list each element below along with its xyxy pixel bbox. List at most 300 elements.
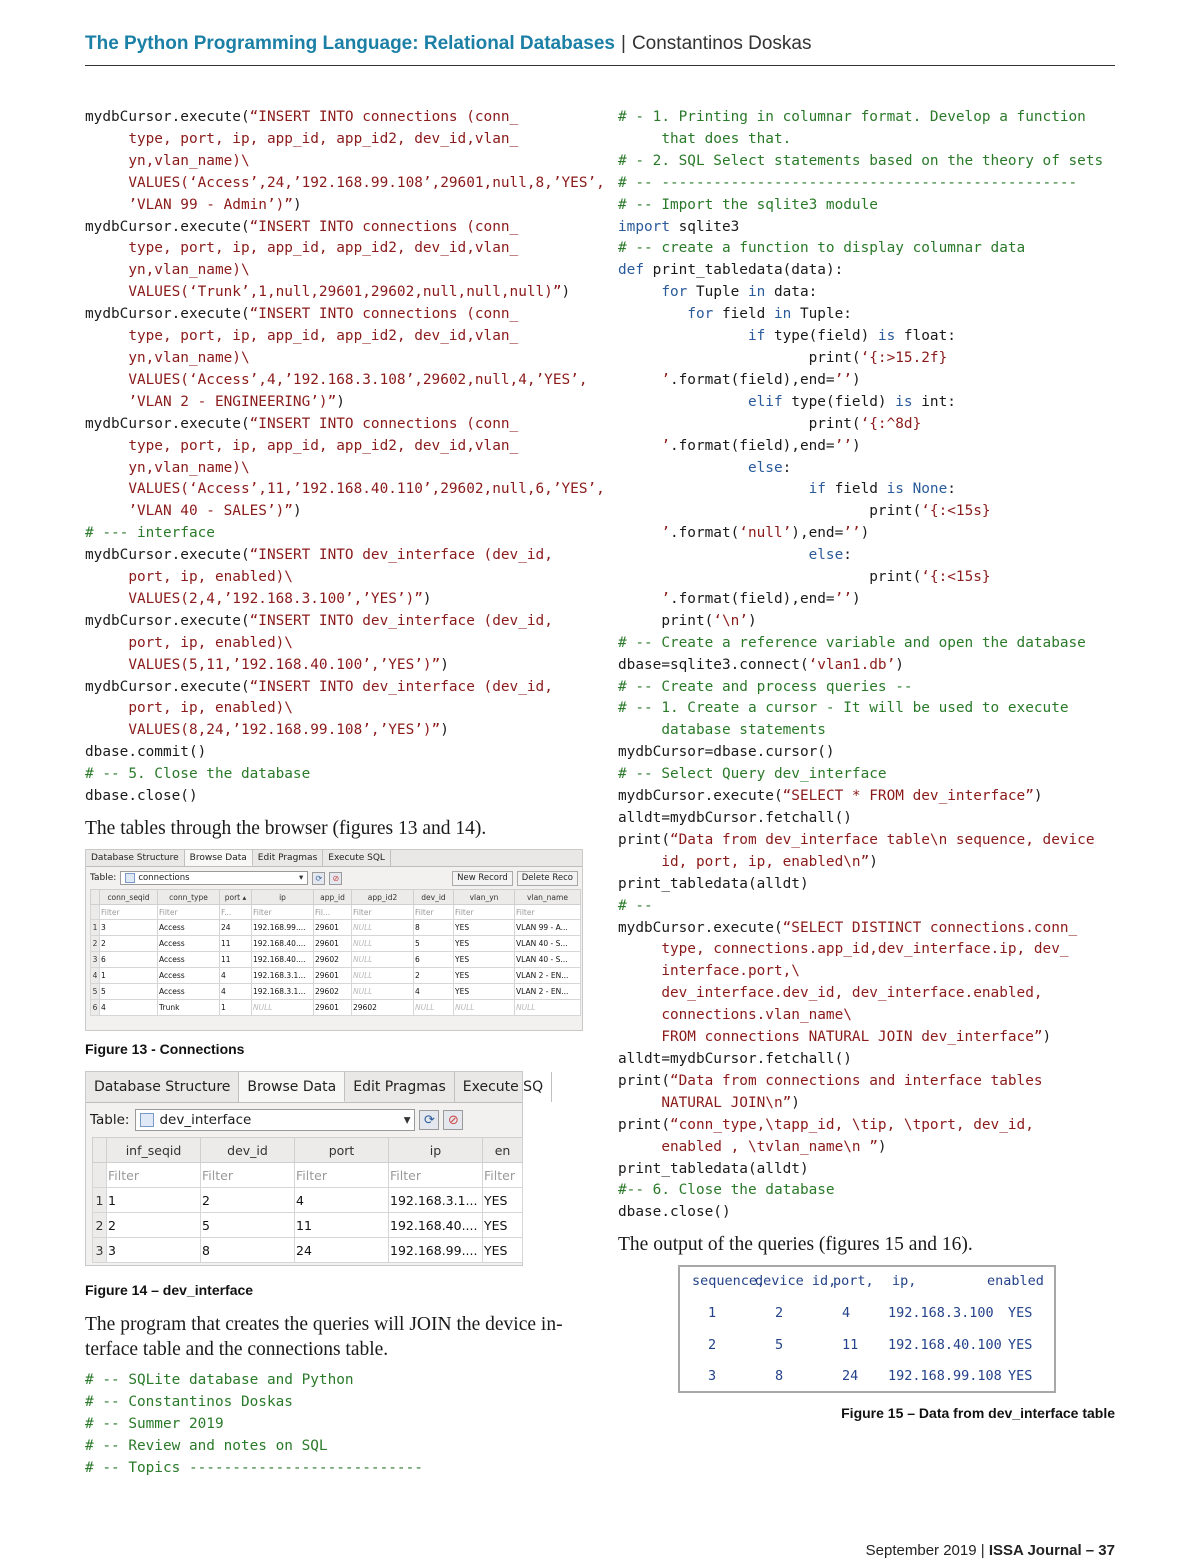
code-token: : xyxy=(843,547,852,564)
code-token: type, port, ip, app_id, app_id2, dev_id,vlan_ xyxy=(85,240,519,257)
output-header-cell: device id, xyxy=(755,1273,837,1290)
row-number: 1 xyxy=(91,920,100,936)
clear-filter-icon[interactable]: ⊘ xyxy=(443,1110,463,1130)
table-cell: YES xyxy=(454,952,515,968)
table-cell: NULL xyxy=(252,1000,314,1016)
column-header[interactable]: port xyxy=(295,1138,389,1163)
table-cell: 29601 xyxy=(314,968,352,984)
code-token: mydbCursor.execute( xyxy=(618,919,783,936)
code-token xyxy=(904,481,913,497)
row-number: 1 xyxy=(93,1188,107,1213)
code-token: # -- Review and notes on SQL xyxy=(85,1437,328,1454)
delete-record-button[interactable]: Delete Reco xyxy=(517,871,578,886)
figure-13-caption: Figure 13 - Connections xyxy=(85,1041,245,1057)
code-token: ’VLAN 2 - ENGINEERING’)” xyxy=(85,393,337,410)
code-token: if xyxy=(747,328,766,345)
table-cell: YES xyxy=(454,936,515,952)
table-cell: 2 xyxy=(201,1188,295,1213)
code-token: port, ip, enabled)\ xyxy=(85,569,293,586)
code-token: alldt=mydbCursor.fetchall() xyxy=(618,1050,852,1067)
code-token: print( xyxy=(618,503,922,520)
code-token: is xyxy=(877,328,896,345)
table-cell: NULL xyxy=(414,1000,454,1016)
footer-date: September 2019 xyxy=(865,1542,977,1559)
table-cell: Access xyxy=(158,984,220,1000)
code-token: type, connections.app_id,dev_interface.ip, dev_ xyxy=(618,941,1069,958)
code-token: ) xyxy=(869,853,878,870)
column-header[interactable] xyxy=(91,890,100,905)
code-token: ) xyxy=(877,1138,887,1155)
header-row xyxy=(93,1138,523,1163)
footer-separator: | xyxy=(980,1542,985,1559)
code-token: print( xyxy=(618,569,922,586)
code-token: mydbCursor.execute( xyxy=(85,612,250,629)
table-cell: 2 xyxy=(107,1213,201,1238)
code-token: yn,vlan_name)\ xyxy=(85,459,250,476)
figure-14-grid xyxy=(92,1137,523,1263)
code-token: print_tabledata(alldt) xyxy=(618,875,809,892)
code-token: “INSERT INTO dev_interface (dev_id, xyxy=(249,612,553,629)
table-cell: 4 xyxy=(220,984,252,1000)
table-cell: NULL xyxy=(352,984,414,1000)
column-header[interactable]: ip xyxy=(252,890,314,905)
table-cell: YES xyxy=(483,1188,523,1213)
output-cell: 2 xyxy=(708,1336,717,1353)
code-token: id, port, ip, enabled\n” xyxy=(618,853,870,870)
table-cell: NULL xyxy=(352,936,414,952)
code-token: “SELECT * FROM dev_interface” xyxy=(782,788,1034,805)
output-cell: YES xyxy=(1008,1305,1033,1322)
filter-input[interactable]: Filter xyxy=(107,1163,201,1188)
table-cell: VLAN 99 - A... xyxy=(515,920,581,936)
row-number xyxy=(91,905,100,920)
table-cell: 1 xyxy=(107,1188,201,1213)
code-token: .format( xyxy=(669,525,740,542)
code-token: ‘{:<15s} xyxy=(921,503,991,520)
table-cell: NULL xyxy=(515,1000,581,1016)
figure-13-table-name: connections xyxy=(138,873,190,883)
code-token: “INSERT INTO connections (conn_ xyxy=(249,415,519,432)
table-cell: 192.168.40.... xyxy=(252,936,314,952)
table-cell: 8 xyxy=(201,1238,295,1263)
column-header[interactable]: app_id2 xyxy=(352,890,414,905)
filter-input[interactable]: Filter xyxy=(515,905,581,920)
paragraph-tables-browser: The tables through the browser (figures 13 and 14). xyxy=(85,818,487,839)
code-token: # -- 1. Create a cursor - It will be used to execute xyxy=(618,700,1069,717)
code-token: .format(field),end= xyxy=(669,437,835,454)
refresh-icon[interactable]: ⟳ xyxy=(419,1110,439,1130)
figure-13-grid xyxy=(90,889,581,1016)
code-token: yn,vlan_name)\ xyxy=(85,349,250,366)
code-token: VALUES(8,24,’192.168.99.108’,’YES’)” xyxy=(85,722,441,739)
figure-15-output xyxy=(678,1265,1056,1393)
tab-execute-sql[interactable]: Execute SQL xyxy=(323,850,391,866)
table-icon xyxy=(125,873,135,883)
code-token: ’’ xyxy=(834,371,852,388)
code-token: print( xyxy=(618,612,714,629)
page-footer xyxy=(866,1542,1115,1559)
code-token: else xyxy=(747,459,783,476)
code-token: ) xyxy=(336,393,345,410)
table-cell: 2 xyxy=(100,936,158,952)
table-cell: 29601 xyxy=(314,1000,352,1016)
table-cell: VLAN 40 - S... xyxy=(515,952,581,968)
filter-input[interactable]: Filter xyxy=(100,905,158,920)
code-token: ’ xyxy=(618,437,670,454)
footer-journal: ISSA Journal – 37 xyxy=(988,1542,1115,1559)
filter-input[interactable]: F... xyxy=(220,905,252,920)
code-token: dbase.close() xyxy=(618,1204,731,1221)
figure-13-screenshot xyxy=(85,849,583,1031)
output-cell: 8 xyxy=(775,1368,784,1385)
code-token: “conn_type,\tapp_id, \tip, \tport, dev_id, xyxy=(669,1116,1034,1133)
code-token: # -- Topics --------------------------- xyxy=(85,1459,423,1476)
code-token: ’VLAN 40 - SALES’)” xyxy=(85,503,293,520)
code-token: ) xyxy=(747,612,757,629)
table-cell: YES xyxy=(483,1238,523,1263)
code-token: print( xyxy=(618,349,861,366)
code-token xyxy=(618,460,748,476)
column-header[interactable]: dev_id xyxy=(201,1138,295,1163)
filter-input[interactable]: Filter xyxy=(454,905,515,920)
code-token xyxy=(618,328,748,344)
table-cell: 1 xyxy=(220,1000,252,1016)
code-token: # --- interface xyxy=(85,525,215,542)
table-cell: NULL xyxy=(352,968,414,984)
code-token: mydbCursor.execute( xyxy=(85,109,250,125)
table-cell: 29602 xyxy=(352,1000,414,1016)
code-token: for xyxy=(661,284,688,301)
clear-filter-icon[interactable]: ⊘ xyxy=(329,872,342,885)
filter-input[interactable]: Filter xyxy=(483,1163,523,1188)
output-cell: 4 xyxy=(842,1305,851,1322)
output-header-cell: port, xyxy=(833,1273,874,1290)
table-cell: 192.168.3.1... xyxy=(252,968,314,984)
figure-14-screenshot xyxy=(85,1071,544,1266)
code-token: # -- Constantinos Doskas xyxy=(85,1393,293,1410)
table-row[interactable] xyxy=(91,984,581,1000)
table-cell: 29602 xyxy=(314,952,352,968)
code-token: int: xyxy=(912,393,956,410)
table-row[interactable] xyxy=(93,1188,523,1213)
code-token: dbase.commit() xyxy=(85,744,207,761)
code-token: field xyxy=(825,481,887,498)
code-token: “INSERT INTO connections (conn_ xyxy=(249,109,519,125)
table-cell: Access xyxy=(158,936,220,952)
code-token: ) xyxy=(791,1094,800,1111)
table-cell: 5 xyxy=(201,1213,295,1238)
table-cell: 29601 xyxy=(314,936,352,952)
filter-input[interactable]: Filter xyxy=(201,1163,295,1188)
new-record-button[interactable]: New Record xyxy=(452,871,513,886)
code-token: print( xyxy=(618,1116,670,1133)
code-block-insert-statements xyxy=(85,107,605,808)
code-token: ’’ xyxy=(843,525,861,542)
tab-database-structure[interactable]: Database Structure xyxy=(86,1072,239,1102)
output-cell: 192.168.99.108 xyxy=(888,1368,1002,1385)
header-author: Constantinos Doskas xyxy=(631,33,812,54)
code-token: mydbCursor.execute( xyxy=(85,218,250,235)
code-token: “SELECT DISTINCT connections.conn_ xyxy=(782,919,1078,936)
output-cell: 11 xyxy=(842,1336,859,1353)
code-token: ),end= xyxy=(791,525,844,542)
code-token: print_tabledata(alldt) xyxy=(618,1160,809,1177)
code-token: field xyxy=(713,306,774,323)
paragraph-join-description: The program that creates the queries will JOIN the device in-terface table and the connections table. xyxy=(85,1314,563,1360)
code-token: ‘vlan1.db’ xyxy=(808,656,896,673)
code-token: # -- ------------------------------------------------ xyxy=(618,174,1078,191)
code-token: FROM connections NATURAL JOIN dev_interface” xyxy=(618,1029,1043,1046)
code-token: # -- Import the sqlite3 module xyxy=(618,196,878,213)
output-header-cell: sequence, xyxy=(692,1273,766,1290)
table-cell: 11 xyxy=(220,936,252,952)
table-cell: Access xyxy=(158,952,220,968)
table-cell: 5 xyxy=(414,936,454,952)
filter-input[interactable]: Filter xyxy=(414,905,454,920)
code-token: # -- Create a reference variable and open the database xyxy=(618,634,1086,651)
filter-input[interactable]: Fil... xyxy=(314,905,352,920)
table-cell: NULL xyxy=(352,920,414,936)
output-cell: YES xyxy=(1008,1336,1033,1353)
table-cell: 24 xyxy=(220,920,252,936)
column-header[interactable]: vlan_name xyxy=(515,890,581,905)
table-cell: 24 xyxy=(295,1238,389,1263)
code-token: “INSERT INTO connections (conn_ xyxy=(249,218,519,235)
row-number: 2 xyxy=(93,1213,107,1238)
code-token: def xyxy=(618,262,644,279)
code-token: type, port, ip, app_id, app_id2, dev_id,vlan_ xyxy=(85,437,519,454)
column-header[interactable]: inf_seqid xyxy=(107,1138,201,1163)
column-header[interactable]: conn_seqid xyxy=(100,890,158,905)
code-token: mydbCursor.execute( xyxy=(618,788,783,805)
row-number: 4 xyxy=(91,968,100,984)
table-cell: 192.168.40.... xyxy=(252,952,314,968)
figure-14-table-select[interactable] xyxy=(135,1109,415,1131)
code-token: ) xyxy=(292,196,302,213)
code-token: ) xyxy=(860,525,870,542)
tab-database-structure[interactable]: Database Structure xyxy=(86,850,185,866)
code-token: yn,vlan_name)\ xyxy=(85,262,250,279)
figure-13-table-select[interactable] xyxy=(120,871,308,885)
code-token: mydbCursor.execute( xyxy=(85,306,250,323)
table-cell: 4 xyxy=(100,1000,158,1016)
tab-browse-data[interactable]: Browse Data xyxy=(239,1072,345,1102)
row-number: 3 xyxy=(93,1238,107,1263)
right-column xyxy=(618,107,1118,1427)
row-number: 2 xyxy=(91,936,100,952)
table-cell: 2 xyxy=(414,968,454,984)
code-token: VALUES(‘Access’,11,’192.168.40.110’,29602,null,6,’YES’, xyxy=(85,481,605,498)
table-cell: 6 xyxy=(414,952,454,968)
code-token: ‘{:>15.2f} xyxy=(860,349,948,366)
column-header[interactable]: conn_type xyxy=(158,890,220,905)
refresh-icon[interactable]: ⟳ xyxy=(312,872,325,885)
code-token: # -- Summer 2019 xyxy=(85,1415,224,1432)
code-token: “Data from dev_interface table\n sequence, device xyxy=(669,831,1095,848)
code-token: that does that. xyxy=(618,130,792,147)
code-token: database statements xyxy=(618,722,826,739)
code-token: port, ip, enabled)\ xyxy=(85,634,293,651)
figure-15-caption: Figure 15 – Data from dev_interface table xyxy=(841,1405,1115,1422)
output-cell: 192.168.3.100 xyxy=(888,1305,994,1322)
table-cell: 8 xyxy=(414,920,454,936)
table-icon xyxy=(140,1113,154,1127)
code-token: float: xyxy=(895,328,956,345)
column-header[interactable]: en xyxy=(483,1138,523,1163)
code-token: in xyxy=(773,306,792,323)
table-row[interactable] xyxy=(93,1213,523,1238)
header-title: The Python Programming Language: Relational Databases xyxy=(85,33,615,54)
table-cell: VLAN 2 - EN... xyxy=(515,984,581,1000)
table-row[interactable] xyxy=(91,1000,581,1016)
code-token: connections.vlan_name\ xyxy=(618,1007,852,1024)
filter-row xyxy=(93,1163,523,1188)
code-token xyxy=(618,394,748,410)
table-cell: 192.168.3.1... xyxy=(252,984,314,1000)
table-cell: NULL xyxy=(352,952,414,968)
table-row[interactable] xyxy=(91,952,581,968)
code-token: # - 1. Printing in columnar format. Develop a function xyxy=(618,109,1086,125)
code-token: Tuple: xyxy=(791,306,852,323)
figure-13-tabs xyxy=(86,850,582,867)
table-cell: 3 xyxy=(100,920,158,936)
paragraph-query-output: The output of the queries (figures 15 and 16). xyxy=(618,1234,973,1256)
code-token xyxy=(618,547,809,563)
code-token: # -- Create and process queries -- xyxy=(618,678,913,695)
code-token: type, port, ip, app_id, app_id2, dev_id,vlan_ xyxy=(85,130,519,147)
filter-input[interactable]: Filter xyxy=(252,905,314,920)
code-token: import xyxy=(618,218,670,235)
code-token: ’ xyxy=(618,525,670,542)
code-token: ‘\n’ xyxy=(713,612,748,629)
table-cell: 4 xyxy=(220,968,252,984)
table-cell: 6 xyxy=(100,952,158,968)
code-token: # -- 5. Close the database xyxy=(85,766,311,783)
tab-execute-sq[interactable]: Execute SQ xyxy=(455,1072,552,1102)
code-token: is xyxy=(895,393,913,410)
column-header[interactable]: ip xyxy=(389,1138,483,1163)
code-token: mydbCursor.execute( xyxy=(85,678,250,695)
filter-input[interactable]: Filter xyxy=(389,1163,483,1188)
filter-input[interactable]: Filter xyxy=(158,905,220,920)
code-block-header-comments xyxy=(85,1370,595,1480)
code-token: ) xyxy=(440,656,449,673)
header-row xyxy=(91,890,581,905)
output-cell: 192.168.40.100 xyxy=(888,1336,1002,1353)
column-header[interactable]: port ▴ xyxy=(220,890,252,905)
table-cell: 192.168.99.... xyxy=(252,920,314,936)
output-cell: 1 xyxy=(708,1305,717,1322)
code-token: # -- SQLite database and Python xyxy=(85,1372,354,1388)
filter-input[interactable]: Filter xyxy=(352,905,414,920)
tab-edit-pragmas[interactable]: Edit Pragmas xyxy=(345,1072,455,1102)
column-header[interactable]: dev_id xyxy=(414,890,454,905)
table-row[interactable] xyxy=(93,1238,523,1263)
code-token: ’’ xyxy=(834,590,852,607)
figure-14-tabs xyxy=(86,1072,544,1103)
output-cell: YES xyxy=(1008,1368,1033,1385)
code-token: .format(field),end= xyxy=(669,371,835,388)
header-separator: | xyxy=(621,33,626,54)
table-row[interactable] xyxy=(91,920,581,936)
code-token: ‘null’ xyxy=(739,525,792,542)
code-token: port, ip, enabled)\ xyxy=(85,700,293,717)
code-token: mydbCursor.execute( xyxy=(85,415,250,432)
code-token: # -- create a function to display columnar data xyxy=(618,240,1026,257)
code-token: data: xyxy=(765,284,818,301)
code-token: else xyxy=(808,547,844,564)
filter-input[interactable]: Filter xyxy=(295,1163,389,1188)
code-token: VALUES(2,4,’192.168.3.100’,’YES’)” xyxy=(85,590,423,607)
code-token: for xyxy=(687,306,714,323)
code-token: yn,vlan_name)\ xyxy=(85,152,250,169)
code-token: dbase.close() xyxy=(85,788,198,805)
code-token: dev_interface.dev_id, dev_interface.enabled, xyxy=(618,985,1043,1002)
tab-browse-data[interactable]: Browse Data xyxy=(185,850,253,866)
table-cell: 4 xyxy=(414,984,454,1000)
code-token: VALUES(5,11,’192.168.40.100’,’YES’)” xyxy=(85,656,441,673)
tab-edit-pragmas[interactable]: Edit Pragmas xyxy=(253,850,323,866)
code-token: # -- Select Query dev_interface xyxy=(618,766,887,783)
code-token: ) xyxy=(895,656,904,673)
code-token xyxy=(618,481,809,497)
table-cell: YES xyxy=(454,920,515,936)
code-block-python-queries xyxy=(618,107,1118,1224)
code-token: Tuple xyxy=(687,284,748,301)
column-header[interactable]: app_id xyxy=(314,890,352,905)
code-token: alldt=mydbCursor.fetchall() xyxy=(618,810,852,826)
code-token: VALUES(‘Access’,4,’192.168.3.108’,29602,null,4,’YES’, xyxy=(85,371,588,388)
table-cell: 192.168.3.1... xyxy=(389,1188,483,1213)
code-token: mydbCursor=dbase.cursor() xyxy=(618,744,835,761)
code-token: mydbCursor.execute( xyxy=(85,547,250,564)
column-header[interactable]: vlan_yn xyxy=(454,890,515,905)
code-token: ’ xyxy=(618,590,670,607)
output-cell: 24 xyxy=(842,1368,859,1385)
chevron-down-icon: ▾ xyxy=(403,1112,411,1128)
code-token: VALUES(‘Access’,24,’192.168.99.108’,29601,null,8,’YES’, xyxy=(85,174,605,191)
code-token: ) xyxy=(422,590,432,607)
code-token: ) xyxy=(1033,788,1043,805)
code-token xyxy=(618,306,687,322)
table-row[interactable] xyxy=(91,968,581,984)
table-cell: YES xyxy=(454,984,515,1000)
code-token: print_tabledata(data): xyxy=(644,262,844,279)
table-cell: 29602 xyxy=(314,984,352,1000)
row-number: 6 xyxy=(91,1000,100,1016)
code-token: : xyxy=(782,459,792,476)
code-token: ) xyxy=(851,437,861,454)
code-token: .format(field),end= xyxy=(669,590,835,607)
code-token: ) xyxy=(440,722,449,739)
code-token: enabled , \tvlan_name\n ” xyxy=(618,1138,878,1155)
code-token: if xyxy=(808,481,826,498)
table-cell: YES xyxy=(454,968,515,984)
table-cell: 29601 xyxy=(314,920,352,936)
code-token: is xyxy=(886,481,904,498)
chevron-down-icon: ▾ xyxy=(299,873,304,883)
code-token: # -- xyxy=(618,897,653,914)
column-header[interactable] xyxy=(93,1138,107,1163)
code-token: ‘{:^8d} xyxy=(860,415,922,432)
code-token: ’ xyxy=(618,371,670,388)
output-cell: 5 xyxy=(775,1336,784,1353)
code-token: None xyxy=(912,481,948,498)
code-token: dbase=sqlite3.connect( xyxy=(618,656,809,673)
table-row[interactable] xyxy=(91,936,581,952)
code-token xyxy=(618,284,661,300)
code-token: print( xyxy=(618,415,861,432)
